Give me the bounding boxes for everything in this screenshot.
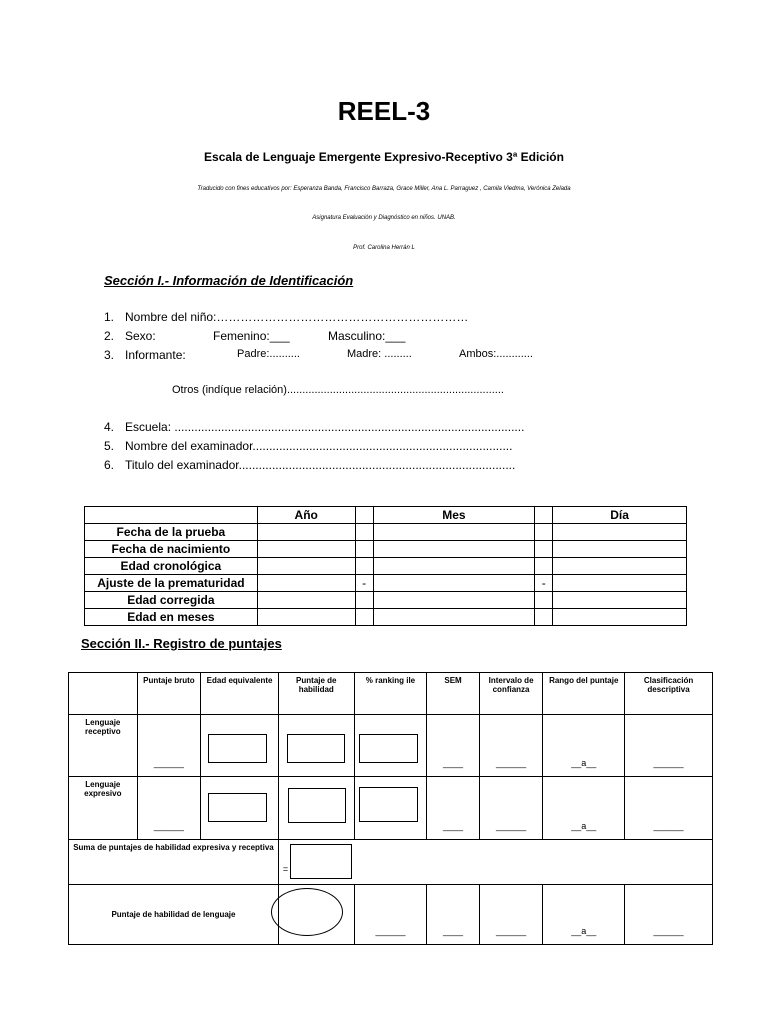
day-cell[interactable] bbox=[553, 592, 687, 609]
sum-answer-box[interactable] bbox=[290, 844, 352, 879]
answer-box[interactable] bbox=[287, 734, 345, 763]
age-equivalent-cell bbox=[201, 777, 279, 840]
mark-cell bbox=[535, 524, 553, 541]
dates-table bbox=[84, 506, 687, 626]
year-cell[interactable] bbox=[257, 558, 355, 575]
age-equivalent-cell bbox=[201, 715, 279, 777]
table-row bbox=[85, 609, 687, 626]
field-others bbox=[172, 384, 504, 396]
percentile-cell[interactable] bbox=[354, 885, 427, 945]
blank-line: ______ bbox=[653, 821, 684, 831]
sum-row bbox=[69, 840, 713, 885]
row-label: Edad cronológica bbox=[85, 558, 258, 575]
day-cell[interactable] bbox=[553, 575, 687, 592]
raw-score-cell[interactable] bbox=[137, 777, 201, 840]
month-cell[interactable] bbox=[373, 524, 535, 541]
item-number: 1. bbox=[104, 310, 115, 324]
year-cell[interactable] bbox=[257, 524, 355, 541]
header-day: Día bbox=[553, 507, 687, 524]
blank-line: ______ bbox=[375, 926, 406, 936]
range-cell[interactable] bbox=[543, 885, 625, 945]
course-line: Asignatura Evaluación y Diagnóstico en niños. UNAB. bbox=[312, 215, 456, 221]
blank-line: ______ bbox=[496, 926, 527, 936]
mark-cell bbox=[355, 609, 373, 626]
header-percentile: % ranking ile bbox=[354, 673, 427, 715]
table-row bbox=[85, 541, 687, 558]
ability-score-cell bbox=[278, 885, 354, 945]
mark-cell bbox=[535, 541, 553, 558]
table-row bbox=[85, 524, 687, 541]
row-label: Fecha de nacimiento bbox=[85, 541, 258, 558]
mark-cell bbox=[355, 524, 373, 541]
row-label: Lenguaje receptivo bbox=[69, 715, 138, 777]
item-number: 3. bbox=[104, 348, 115, 362]
blank-line: ______ bbox=[153, 821, 184, 831]
classification-cell[interactable] bbox=[625, 885, 713, 945]
day-cell[interactable] bbox=[553, 558, 687, 575]
item-number: 2. bbox=[104, 329, 115, 343]
month-cell[interactable] bbox=[373, 609, 535, 626]
mark-cell bbox=[535, 592, 553, 609]
item-label: Nombre del niño:……………………………………………………… bbox=[125, 310, 469, 324]
year-cell[interactable] bbox=[257, 575, 355, 592]
mark-cell bbox=[355, 541, 373, 558]
document-title: REEL-3 bbox=[337, 96, 431, 126]
row-label: Ajuste de la prematuridad bbox=[85, 575, 258, 592]
blank-line: __a__ bbox=[571, 926, 597, 936]
classification-cell[interactable] bbox=[625, 715, 713, 777]
blank-line: ______ bbox=[653, 758, 684, 768]
header-year: Año bbox=[257, 507, 355, 524]
table-row bbox=[85, 592, 687, 609]
ability-score-cell bbox=[278, 777, 354, 840]
day-cell[interactable] bbox=[553, 609, 687, 626]
option-masculino: Masculino:___ bbox=[328, 329, 406, 343]
professor-line: Prof. Carolina Herrán L bbox=[353, 245, 415, 251]
range-cell[interactable] bbox=[543, 715, 625, 777]
item-number: 5. bbox=[104, 439, 115, 453]
equals-sign: = bbox=[282, 864, 289, 874]
document-subtitle: Escala de Lenguaje Emergente Expresivo-Receptivo 3ª Edición bbox=[204, 150, 564, 164]
translators-line: Traducido con fines educativos por: Esperanza Banda, Francisco Barraza, Grace Miller, Ana L. Parraguez , Camila Viedma, Verónica Zelada bbox=[197, 186, 571, 192]
header-score-range: Rango del puntaje bbox=[543, 673, 625, 715]
ability-score-cell bbox=[278, 715, 354, 777]
blank-line: ____ bbox=[443, 758, 464, 768]
month-cell[interactable] bbox=[373, 575, 535, 592]
item-number: 4. bbox=[104, 420, 115, 434]
item-label: Nombre del examinador.............................................................................. bbox=[125, 439, 513, 453]
sum-cell bbox=[278, 840, 712, 885]
range-cell[interactable] bbox=[543, 777, 625, 840]
blank-line: ______ bbox=[496, 758, 527, 768]
sem-cell[interactable] bbox=[427, 885, 479, 945]
row-label: Edad corregida bbox=[85, 592, 258, 609]
blank-line: __a__ bbox=[571, 758, 597, 768]
month-cell[interactable] bbox=[373, 541, 535, 558]
item-number: 6. bbox=[104, 458, 115, 472]
mark-cell bbox=[535, 558, 553, 575]
year-cell[interactable] bbox=[257, 592, 355, 609]
day-cell[interactable] bbox=[553, 541, 687, 558]
header-gap bbox=[535, 507, 553, 524]
raw-score-cell[interactable] bbox=[137, 715, 201, 777]
mark-cell bbox=[535, 609, 553, 626]
year-cell[interactable] bbox=[257, 609, 355, 626]
option-madre: Madre: ......... bbox=[347, 348, 412, 360]
language-score-row bbox=[69, 885, 713, 945]
blank-line: ______ bbox=[496, 821, 527, 831]
section-2-heading: Sección II.- Registro de puntajes bbox=[81, 636, 282, 651]
sum-label: Suma de puntajes de habilidad expresiva y receptiva bbox=[69, 840, 279, 885]
interval-cell[interactable] bbox=[479, 777, 543, 840]
classification-cell[interactable] bbox=[625, 777, 713, 840]
sem-cell[interactable] bbox=[427, 715, 479, 777]
blank-line: ____ bbox=[443, 926, 464, 936]
section-1-heading: Sección I.- Información de Identificación bbox=[104, 273, 354, 288]
item-label: Sexo: bbox=[125, 329, 156, 343]
item-label: Informante: bbox=[125, 348, 186, 362]
option-padre: Padre:.......... bbox=[237, 348, 300, 360]
table-row bbox=[69, 715, 713, 777]
header-gap bbox=[355, 507, 373, 524]
item-label: Escuela: ......................................................................................................... bbox=[125, 420, 525, 434]
mark-cell: - bbox=[355, 575, 373, 592]
answer-oval[interactable] bbox=[271, 888, 343, 936]
month-cell[interactable] bbox=[373, 558, 535, 575]
percentile-cell bbox=[354, 777, 427, 840]
answer-box[interactable] bbox=[208, 793, 267, 822]
table-row bbox=[85, 558, 687, 575]
header-sem: SEM bbox=[427, 673, 479, 715]
blank-line: ____ bbox=[443, 821, 464, 831]
mark-cell: - bbox=[535, 575, 553, 592]
sem-cell[interactable] bbox=[427, 777, 479, 840]
table-row bbox=[69, 777, 713, 840]
item-label: Titulo del examinador................................................................................... bbox=[125, 458, 516, 472]
row-label: Fecha de la prueba bbox=[85, 524, 258, 541]
row-label: Edad en meses bbox=[85, 609, 258, 626]
header-raw-score: Puntaje bruto bbox=[137, 673, 201, 715]
answer-box[interactable] bbox=[288, 788, 346, 823]
dates-header-row bbox=[85, 507, 687, 524]
month-cell[interactable] bbox=[373, 592, 535, 609]
answer-box[interactable] bbox=[208, 734, 267, 763]
blank-line: ______ bbox=[153, 758, 184, 768]
header-blank bbox=[85, 507, 258, 524]
header-month: Mes bbox=[373, 507, 535, 524]
day-cell[interactable] bbox=[553, 524, 687, 541]
header-ability-score: Puntaje de habilidad bbox=[278, 673, 354, 715]
header-blank bbox=[69, 673, 138, 715]
interval-cell[interactable] bbox=[479, 715, 543, 777]
header-confidence-interval: Intervalo de confianza bbox=[479, 673, 543, 715]
year-cell[interactable] bbox=[257, 541, 355, 558]
header-descriptive-classification: Clasificación descriptiva bbox=[625, 673, 713, 715]
option-femenino: Femenino:___ bbox=[213, 329, 290, 343]
option-ambos: Ambos:............ bbox=[459, 348, 533, 360]
answer-box[interactable] bbox=[359, 734, 418, 763]
table-row bbox=[85, 575, 687, 592]
mark-cell bbox=[355, 558, 373, 575]
mark-cell bbox=[355, 592, 373, 609]
blank-line: __a__ bbox=[571, 821, 597, 831]
answer-box[interactable] bbox=[359, 787, 418, 822]
item-label: Otros (indíque relación)....................................................................... bbox=[172, 384, 504, 396]
row-label: Lenguaje expresivo bbox=[69, 777, 138, 840]
header-age-equivalent: Edad equivalente bbox=[201, 673, 279, 715]
blank-line: ______ bbox=[653, 926, 684, 936]
row-label: Puntaje de habilidad de lenguaje bbox=[69, 885, 279, 945]
scores-header-row bbox=[69, 673, 713, 715]
scores-table bbox=[68, 672, 713, 945]
percentile-cell bbox=[354, 715, 427, 777]
interval-cell[interactable] bbox=[479, 885, 543, 945]
